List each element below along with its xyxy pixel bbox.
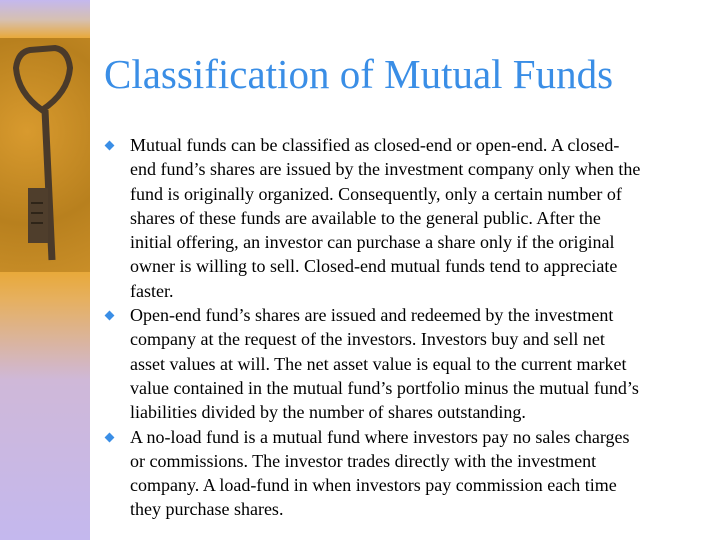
diamond-bullet-icon bbox=[105, 311, 115, 321]
bullet-line: shares of these funds are available to the general public. After the bbox=[130, 207, 601, 228]
bullet-line: company at the request of the investors. Investors buy and sell net bbox=[130, 329, 605, 350]
bullet-line: they purchase shares. bbox=[130, 499, 284, 520]
bullet-item bbox=[106, 133, 640, 303]
slide-title: Classification of Mutual Funds bbox=[104, 51, 614, 97]
bullet-line: liabilities divided by the number of shares outstanding. bbox=[130, 402, 526, 423]
bullet-line: Open-end fund’s shares are issued and redeemed by the investment bbox=[130, 305, 614, 326]
bullet-line: or commissions. The investor trades directly with the investment bbox=[130, 450, 597, 471]
key-icon bbox=[0, 38, 90, 272]
bullet-list bbox=[106, 133, 640, 522]
bullet-line: value contained in the mutual fund’s portfolio minus the mutual fund’s bbox=[130, 377, 639, 398]
bullet-line: Mutual funds can be classified as closed-end or open-end. A closed- bbox=[130, 135, 620, 155]
bullet-item bbox=[106, 425, 640, 522]
bullet-line: owner is willing to sell. Closed-end mutual funds tend to appreciate bbox=[130, 256, 618, 277]
bullet-line: initial offering, an investor can purchase a share only if the original bbox=[130, 232, 615, 253]
bullet-item bbox=[106, 303, 640, 424]
diamond-bullet-icon bbox=[105, 141, 115, 151]
bullet-line: end fund’s shares are issued by the investment company only when the bbox=[130, 159, 641, 180]
key-image bbox=[0, 38, 90, 272]
bullet-line: faster. bbox=[130, 280, 174, 301]
bullet-line: asset values at will. The net asset value is equal to the current market bbox=[130, 353, 627, 374]
diamond-bullet-icon bbox=[105, 432, 115, 442]
bullet-line: company. A load-fund in when investors pay commission each time bbox=[130, 475, 617, 496]
bullet-line: fund is originally organized. Consequently, only a certain number of bbox=[130, 183, 622, 204]
bullet-line: A no-load fund is a mutual fund where investors pay no sales charges bbox=[130, 426, 630, 447]
